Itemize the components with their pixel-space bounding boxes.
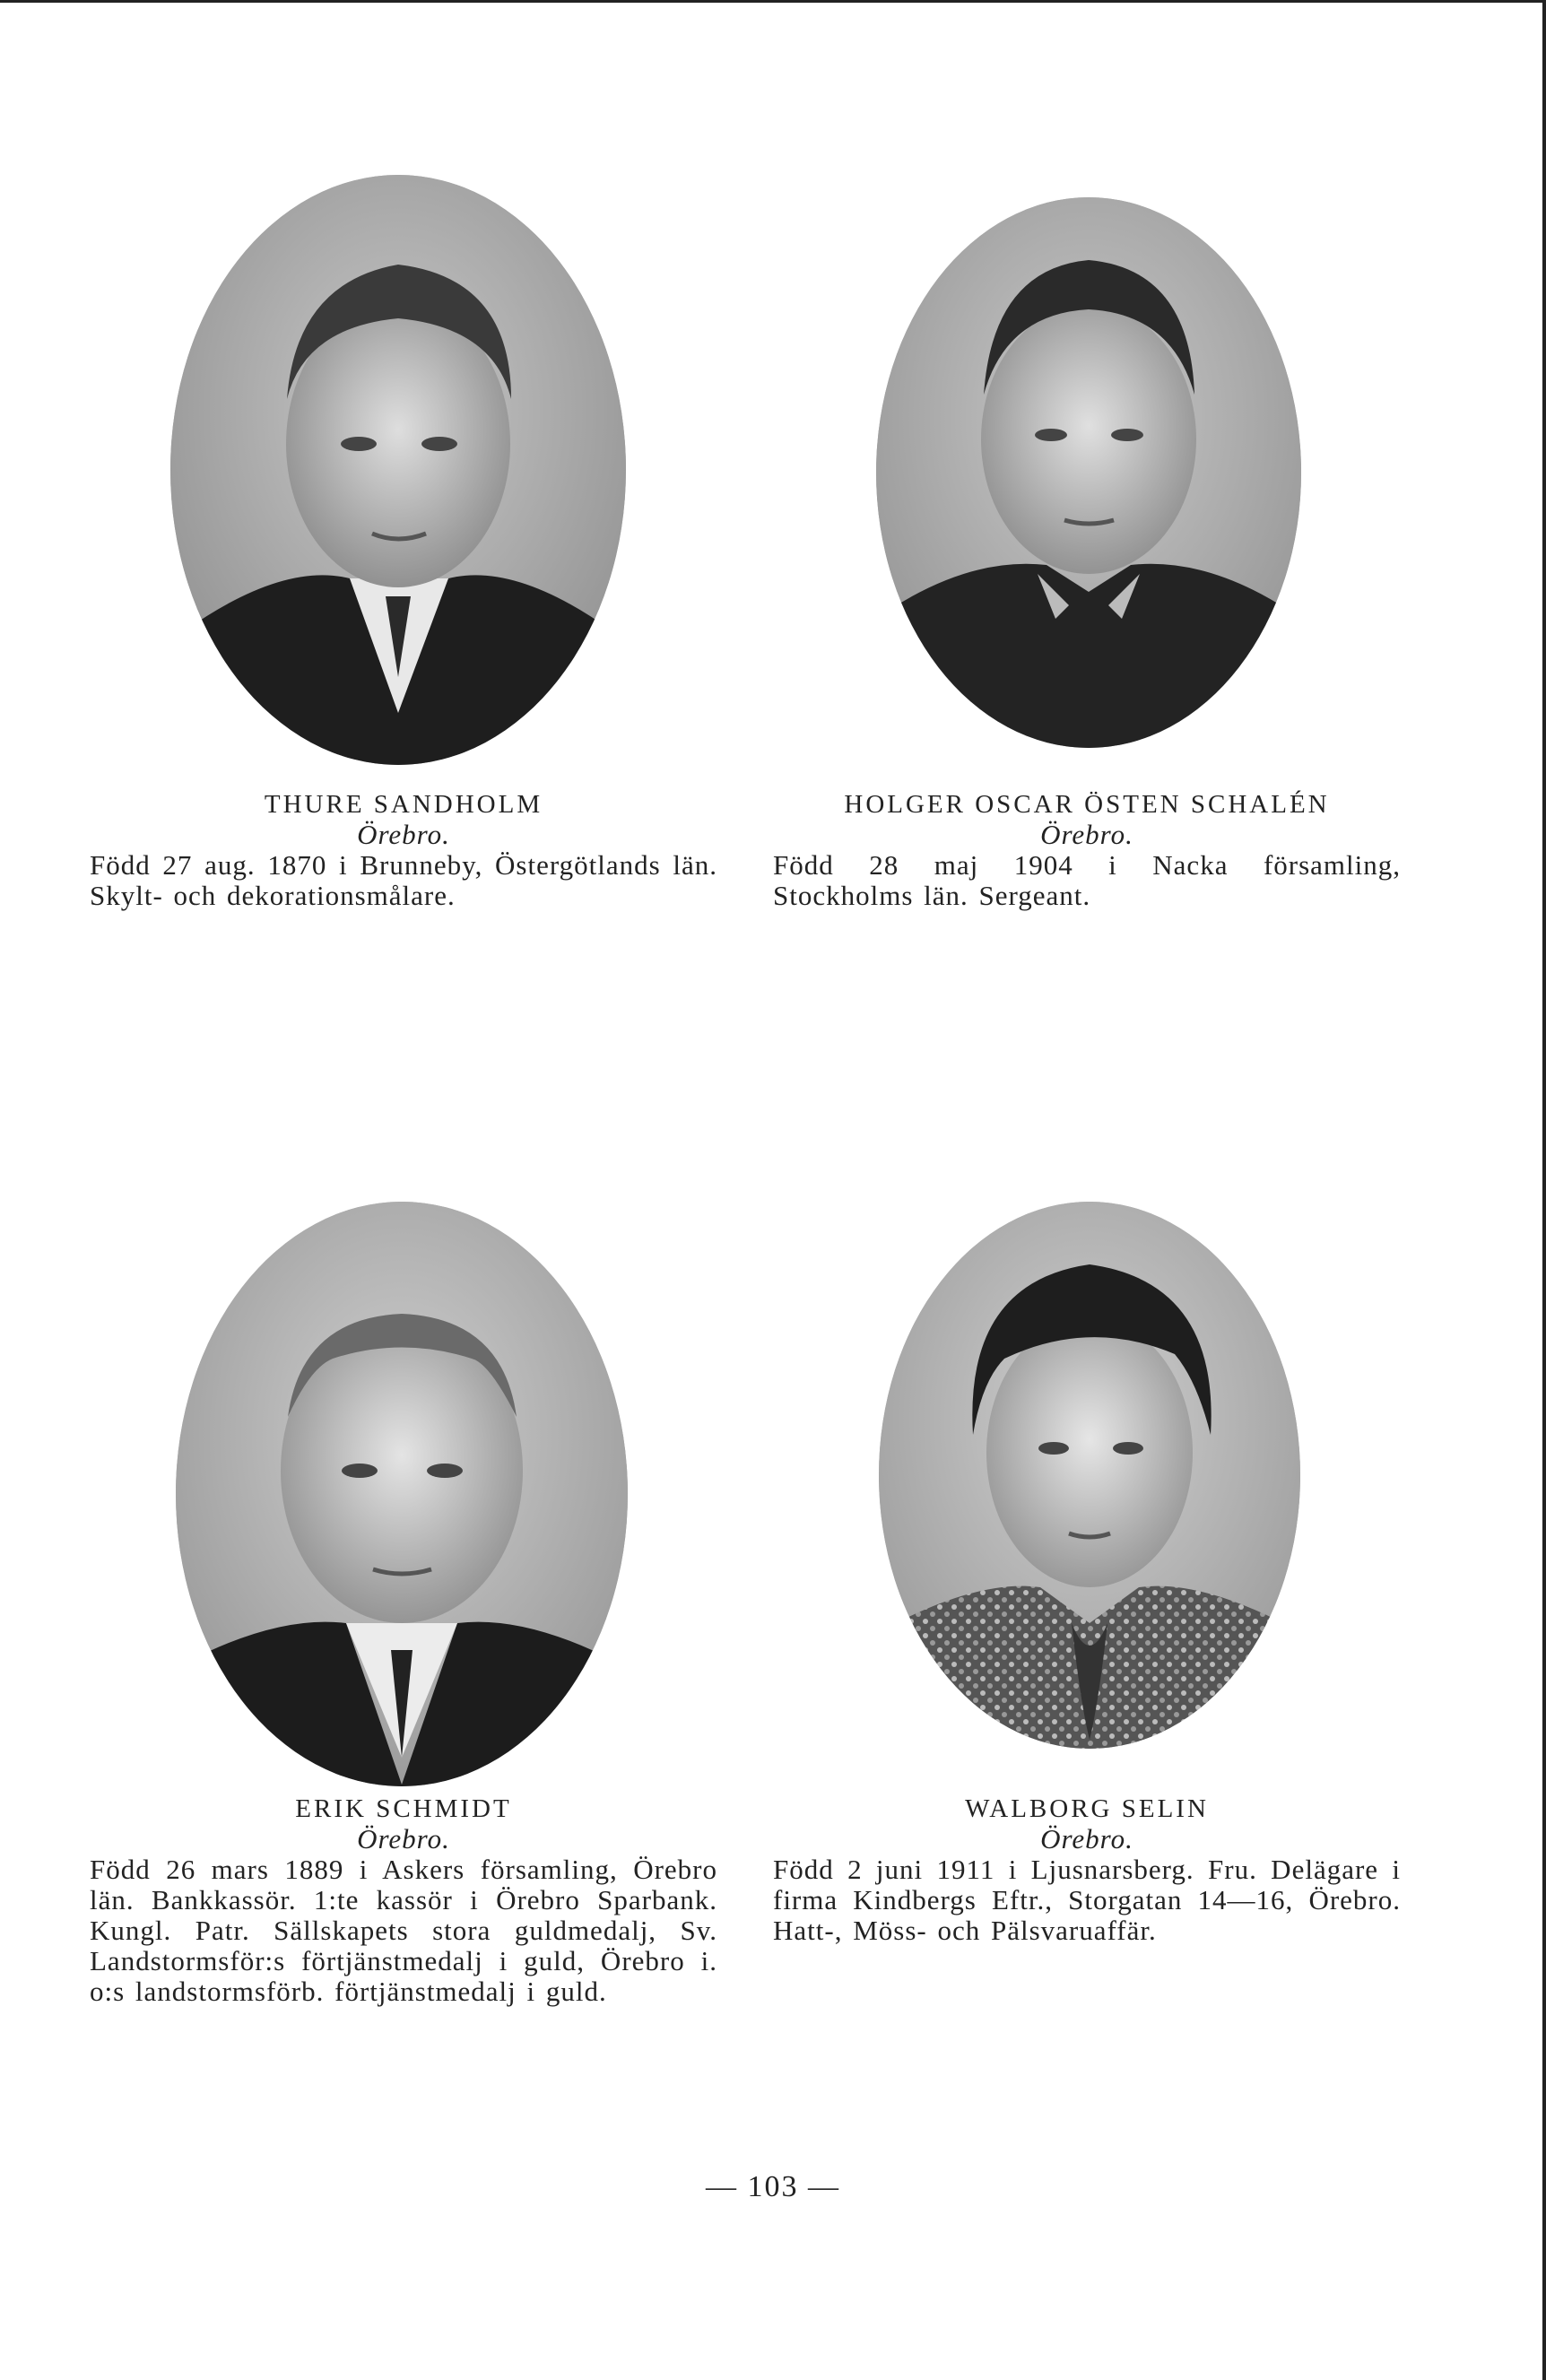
portrait-erik-schmidt <box>176 1202 628 1786</box>
page-edge-right <box>1542 0 1546 2380</box>
caption-erik-schmidt <box>90 1794 717 2007</box>
portrait-walborg-selin <box>879 1202 1300 1749</box>
person-name: HOLGER OSCAR ÖSTEN SCHALÉN <box>844 790 1330 819</box>
portrait-photo-icon <box>176 1202 628 1786</box>
caption-holger-schalen <box>773 789 1401 911</box>
person-description: Född 26 mars 1889 i Askers församling, Örebro län. Bankkassör. 1:te kassör i Örebro Sparbank. Kungl. Patr. Sällskapets stora guldmedalj, Sv. Landstormsför:s förtjänstmedalj i guld, Örebro i. o:s landstormsförb. förtjänstmedalj i guld. <box>90 1854 717 2007</box>
portrait-holger-schalen <box>876 197 1301 748</box>
person-description: Född 27 aug. 1870 i Brunneby, Östergötlands län. Skylt- och dekorationsmålare. <box>90 849 717 911</box>
person-place: Örebro. <box>1040 1823 1133 1854</box>
caption-walborg-selin <box>773 1794 1401 1946</box>
page-edge-top <box>0 0 1546 3</box>
portrait-photo-icon <box>876 197 1301 748</box>
person-place: Örebro. <box>1040 819 1133 850</box>
caption-thure-sandholm <box>90 789 717 911</box>
person-name: WALBORG SELIN <box>965 1794 1209 1823</box>
portrait-thure-sandholm <box>170 175 626 765</box>
person-name: ERIK SCHMIDT <box>295 1794 512 1823</box>
page-number: — 103 — <box>706 2170 840 2203</box>
person-place: Örebro. <box>357 819 450 850</box>
person-description: Född 28 maj 1904 i Nacka församling, Stockholms län. Sergeant. <box>773 849 1401 911</box>
person-description: Född 2 juni 1911 i Ljusnarsberg. Fru. Delägare i firma Kindbergs Eftr., Storgatan 14—16, Örebro. Hatt-, Möss- och Pälsvaruaffär. <box>773 1854 1401 1946</box>
person-place: Örebro. <box>357 1823 450 1854</box>
portrait-photo-icon <box>170 175 626 765</box>
portrait-photo-icon <box>879 1202 1300 1749</box>
person-name: THURE SANDHOLM <box>264 790 543 819</box>
